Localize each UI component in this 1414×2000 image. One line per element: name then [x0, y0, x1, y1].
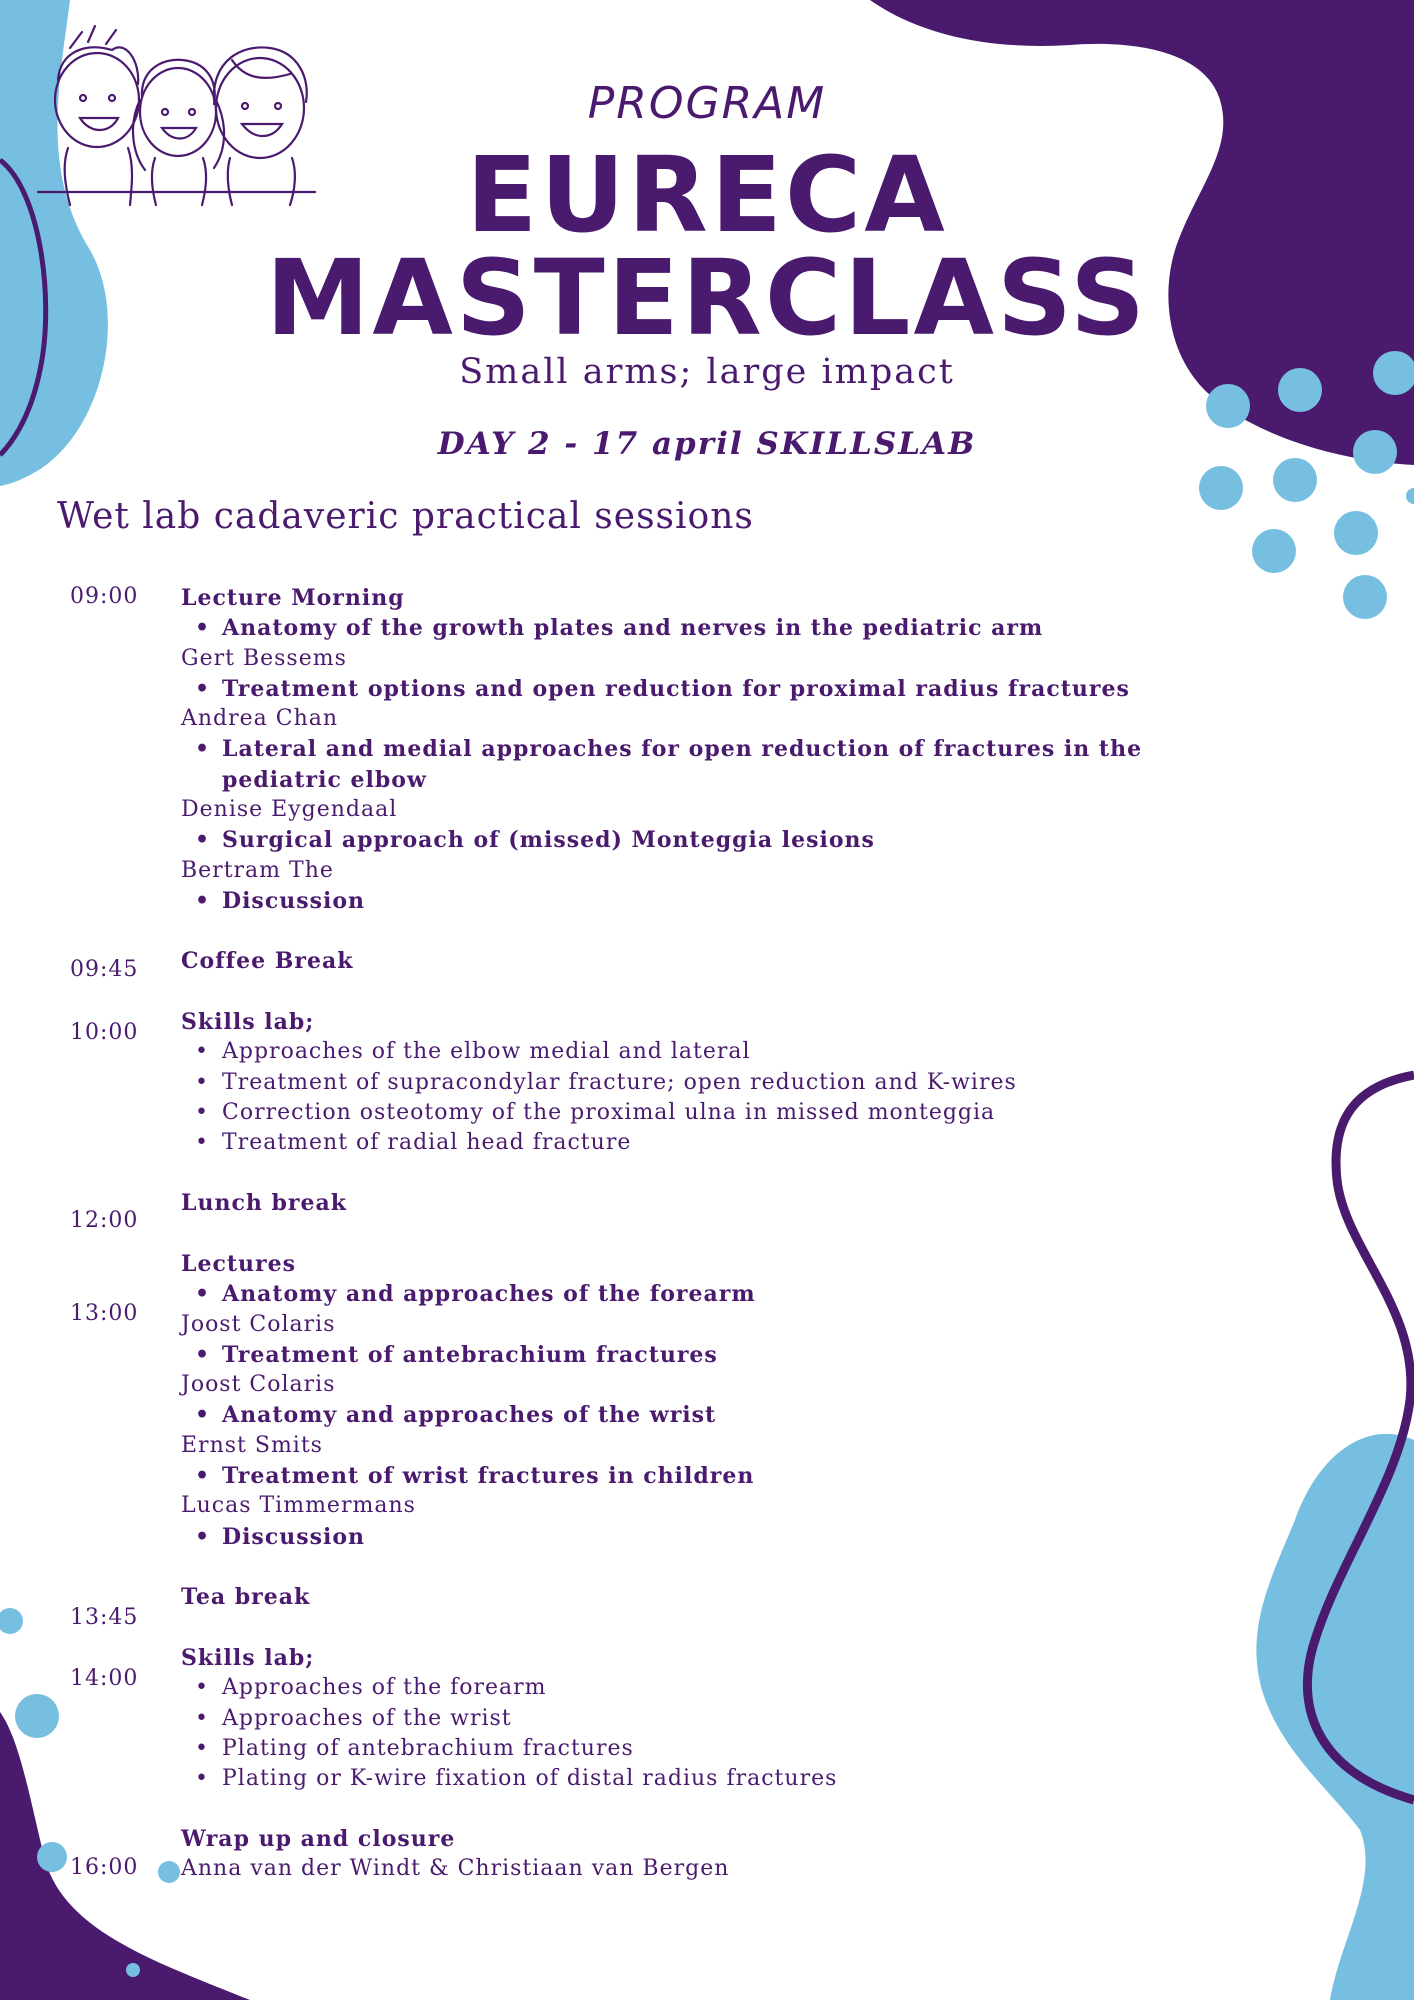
speaker-name: Anna van der Windt & Christiaan van Bergen: [181, 1856, 730, 1882]
lecture-topic: • Anatomy and approaches of the forearm: [222, 1279, 756, 1309]
title-line-2: MASTERCLASS: [265, 237, 1149, 359]
time-1400: 14:00: [70, 1666, 139, 1691]
session-title: Skills lab;: [181, 1009, 315, 1035]
session-title: Lectures: [181, 1251, 296, 1277]
bottom-right-blob: [1256, 1434, 1414, 2000]
speaker-name: Lucas Timmermans: [181, 1493, 416, 1519]
program-label: PROGRAM: [587, 78, 827, 129]
speaker-name: Bertram The: [181, 857, 334, 883]
session-lectures: [181, 1249, 756, 1552]
time-1000: 10:00: [70, 1020, 139, 1045]
time-1300: 13:00: [70, 1301, 139, 1326]
session-skills-lab-2: [181, 1643, 837, 1794]
session-title: Tea break: [181, 1584, 311, 1610]
lecture-list: [181, 825, 1182, 855]
speaker-name: Denise Eygendaal: [181, 797, 398, 823]
speaker-name: Joost Colaris: [181, 1311, 336, 1337]
session-title: Skills lab;: [181, 1645, 315, 1671]
lecture-topic: • Discussion: [222, 1522, 756, 1552]
lecture-topic: • Surgical approach of (missed) Monteggia lesions: [222, 825, 1182, 855]
skills-item: • Correction osteotomy of the proximal ulna in missed monteggia: [222, 1098, 1017, 1128]
lecture-topic: • Treatment of wrist fractures in children: [222, 1461, 756, 1491]
subtitle: Small arms; large impact: [459, 352, 955, 392]
lecture-list: [181, 1340, 756, 1370]
lecture-topic: • Lateral and medial approaches for open reduction of fractures in the pediatric elbow: [222, 734, 1182, 795]
lecture-topic: • Treatment options and open reduction for proximal radius fractures: [222, 674, 1182, 704]
session-lecture-morning: [181, 583, 1182, 916]
time-0945: 09:45: [70, 957, 139, 982]
time-0900: 09:00: [70, 584, 139, 609]
speaker-name: Gert Bessems: [181, 645, 347, 671]
session-title: Lecture Morning: [181, 585, 405, 611]
lecture-topic: • Discussion: [222, 886, 1182, 916]
speaker-name: Joost Colaris: [181, 1372, 336, 1398]
lecture-list: [181, 674, 1182, 704]
skills-item: • Plating of antebrachium fractures: [222, 1734, 837, 1764]
session-title: Wrap up and closure: [181, 1826, 456, 1852]
speaker-name: Andrea Chan: [181, 706, 339, 732]
time-1200: 12:00: [70, 1208, 139, 1233]
skills-list: [181, 1037, 1017, 1158]
time-1600: 16:00: [70, 1855, 139, 1880]
lecture-topic: • Anatomy and approaches of the wrist: [222, 1400, 756, 1430]
lecture-list: [181, 886, 1182, 916]
skills-item: • Approaches of the forearm: [222, 1673, 837, 1703]
session-lunch-break: [181, 1188, 347, 1218]
title-line-1: EURECA: [466, 134, 948, 256]
skills-item: • Treatment of radial head fracture: [222, 1128, 1017, 1158]
session-tea-break: [181, 1582, 310, 1612]
speaker-name: Ernst Smits: [181, 1432, 323, 1458]
session-title: Lunch break: [181, 1190, 347, 1216]
skills-list: [181, 1673, 837, 1794]
lecture-list: [181, 734, 1182, 795]
session-title: Coffee Break: [181, 948, 354, 974]
section-heading: Wet lab cadaveric practical sessions: [57, 496, 754, 537]
lecture-topic: • Anatomy of the growth plates and nerves in the pediatric arm: [222, 613, 1182, 643]
session-skills-lab-1: [181, 1007, 1017, 1158]
lecture-list: [181, 1522, 756, 1552]
skills-item: • Plating or K-wire fixation of distal radius fractures: [222, 1764, 837, 1794]
skills-item: • Approaches of the elbow medial and lateral: [222, 1037, 1017, 1067]
session-coffee-break: [181, 946, 353, 976]
lecture-list: [181, 1400, 756, 1430]
session-wrap-up: [181, 1824, 729, 1885]
lecture-list: [181, 1461, 756, 1491]
day-heading: DAY 2 - 17 april SKILLSLAB: [437, 426, 977, 462]
time-1345: 13:45: [70, 1605, 139, 1630]
lecture-list: [181, 1279, 756, 1309]
lecture-list: [181, 613, 1182, 643]
lecture-topic: • Treatment of antebrachium fractures: [222, 1340, 756, 1370]
skills-item: • Treatment of supracondylar fracture; open reduction and K-wires: [222, 1068, 1017, 1098]
skills-item: • Approaches of the wrist: [222, 1704, 837, 1734]
